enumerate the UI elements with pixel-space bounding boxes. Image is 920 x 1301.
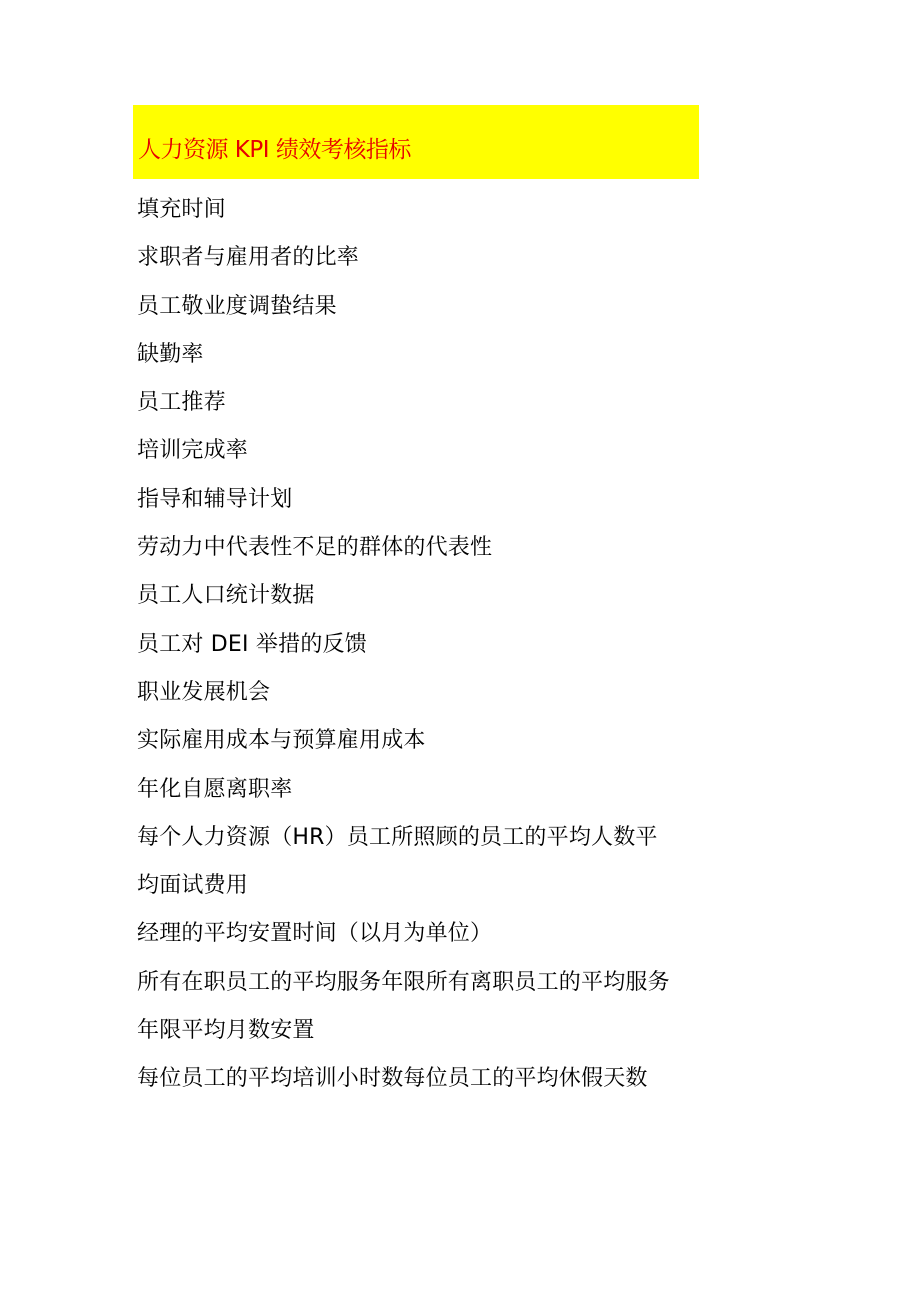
kpi-item: 指导和辅导计划 bbox=[137, 486, 293, 512]
kpi-item: 员工推荐 bbox=[137, 390, 226, 416]
kpi-item: 均面试费用 bbox=[137, 873, 249, 899]
kpi-item: 实际雇用成本与预算雇用成本 bbox=[137, 728, 426, 754]
kpi-item: 劳动力中代表性不足的群体的代表性 bbox=[137, 535, 493, 561]
kpi-item: 每位员工的平均培训小时数每位员工的平均休假天数 bbox=[137, 1066, 648, 1092]
kpi-item: 年限平均月数安置 bbox=[137, 1018, 315, 1044]
kpi-list bbox=[137, 195, 670, 1113]
document-title: 人力资源 KPI 绩效考核指标 bbox=[138, 137, 411, 163]
kpi-item: 经理的平均安置时间（以月为单位） bbox=[137, 921, 493, 947]
kpi-item: 员工敬业度调蛰结果 bbox=[137, 293, 337, 319]
kpi-item: 每个人力资源（HR）员工所照顾的员工的平均人数平 bbox=[137, 824, 658, 850]
kpi-item: 职业发展机会 bbox=[137, 679, 271, 705]
kpi-item: 求职者与雇用者的比率 bbox=[137, 245, 360, 271]
kpi-item: 培训完成率 bbox=[137, 438, 249, 464]
kpi-item: 缺勤率 bbox=[137, 341, 204, 367]
kpi-item: 员工对 DEI 举措的反馈 bbox=[137, 631, 367, 657]
kpi-item: 所有在职员工的平均服务年限所有离职员工的平均服务 bbox=[137, 969, 670, 995]
kpi-item: 年化自愿离职率 bbox=[137, 776, 293, 802]
title-highlight bbox=[133, 105, 699, 179]
kpi-item: 填充时间 bbox=[137, 197, 226, 222]
kpi-item: 员工人口统计数据 bbox=[137, 583, 315, 609]
